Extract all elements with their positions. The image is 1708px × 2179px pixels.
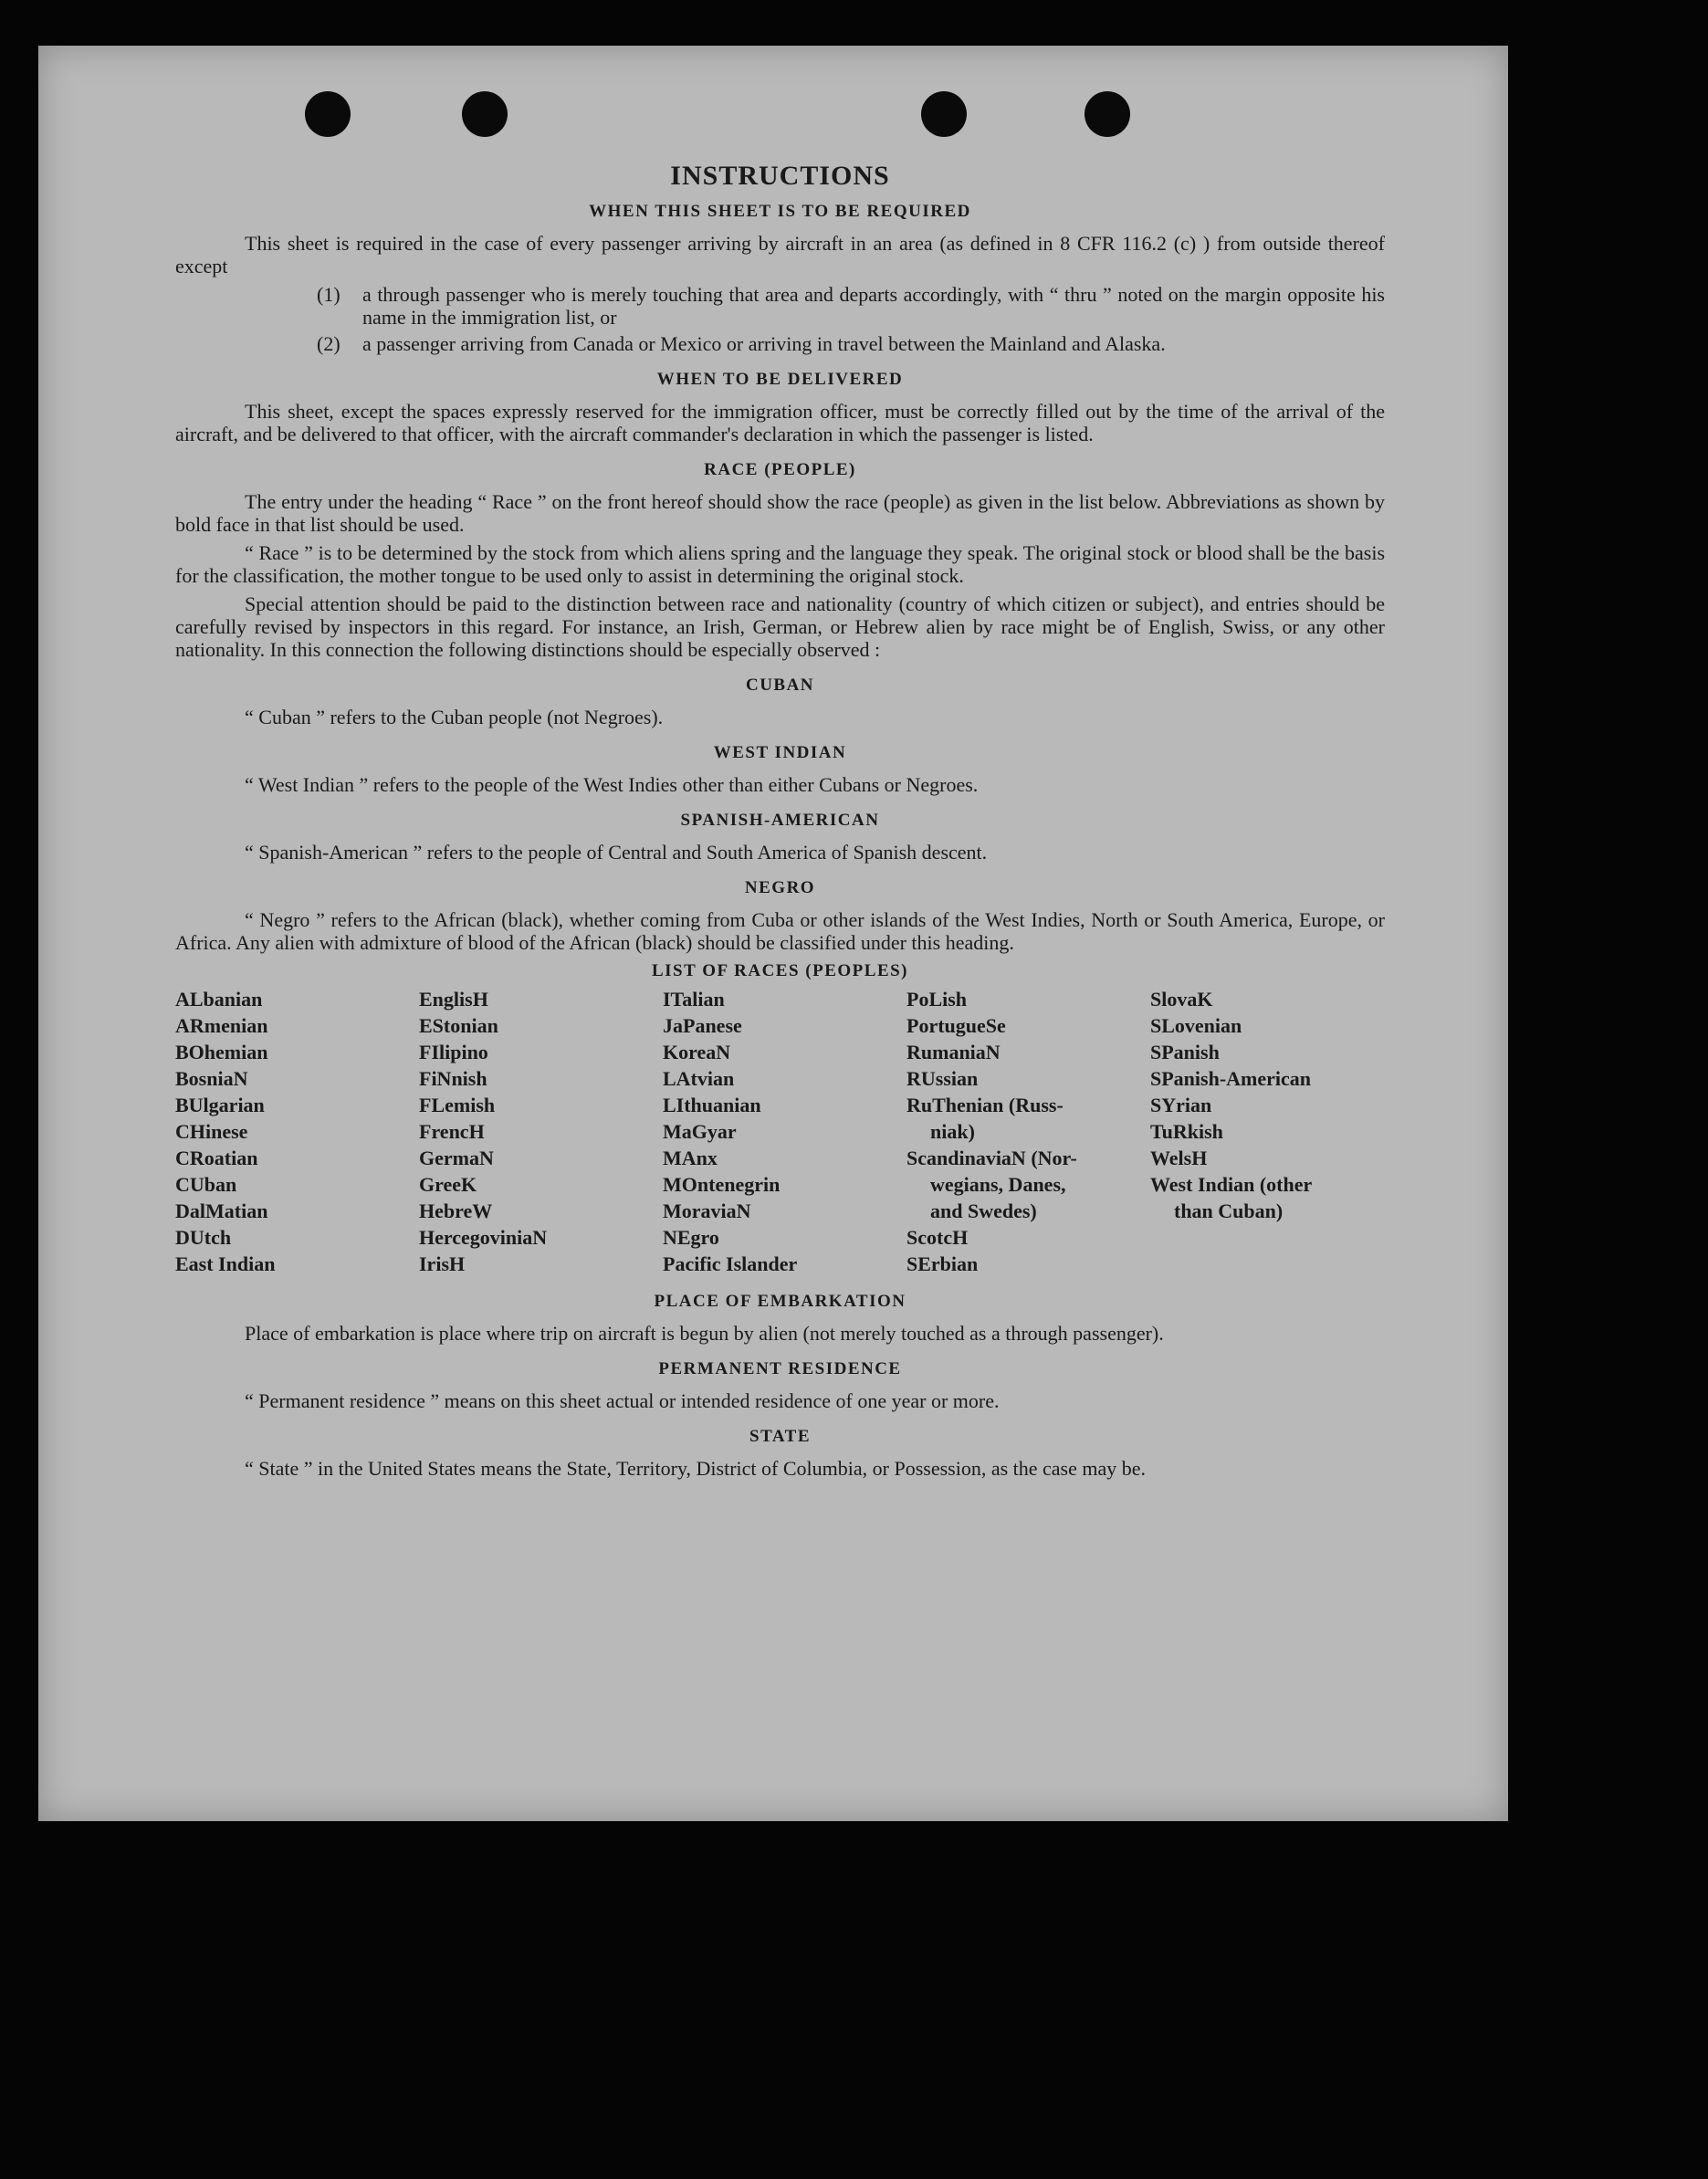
delivered-text: This sheet, except the spaces expressly reserved for the immigration officer, must be correctly filled out by the time of the arrival of the aircraft, and be delivered to that officer, with the aircraft commander's declaration in which the passenger is listed.	[175, 400, 1385, 445]
race-entry: FrencH	[419, 1120, 485, 1143]
race-paragraph: The entry under the heading “ Race ” on the front hereof should show the race (people) as given in the list below. Abbreviations as shown by bold face in that list should be used.	[175, 490, 1385, 536]
race-entry: MoraviaN	[663, 1199, 751, 1222]
definition-heading: SPANISH-AMERICAN	[680, 811, 880, 830]
race-entry: wegians, Danes,	[930, 1173, 1066, 1196]
race-entry: LIthuanian	[663, 1094, 761, 1116]
race-entry: MAnx	[663, 1147, 718, 1169]
race-entry: SPanish-American	[1150, 1067, 1311, 1090]
race-entry: DUtch	[175, 1226, 232, 1249]
race-entry: EnglisH	[419, 988, 488, 1011]
definition-heading: CUBAN	[745, 676, 815, 695]
races-column	[1150, 986, 1385, 1277]
closing-sections	[175, 1290, 1385, 1480]
races-list-heading: LIST OF RACES (PEOPLES)	[651, 961, 909, 980]
race-paragraph: “ Race ” is to be determined by the stock from which aliens spring and the language they speak. The original stock or blood shall be the basis for the classification, the mother tongue to be used only to assist in determining the original stock.	[175, 541, 1385, 587]
race-entry: PoLish	[906, 988, 968, 1011]
race-entry: SYrian	[1150, 1094, 1212, 1116]
closing-text: “ State ” in the United States means the State, Territory, District of Columbia, or Possession, as the case may be.	[245, 1457, 1147, 1480]
race-entry: RuThenian (Russ-	[906, 1094, 1064, 1116]
race-entry: SLovenian	[1150, 1014, 1242, 1037]
race-entry: ITalian	[663, 988, 725, 1011]
definition-text: “ Negro ” refers to the African (black), whether coming from Cuba or other islands of the West Indies, North or South America, Europe, or Africa. Any alien with admixture of blood of the African (black) should be classified under this heading.	[175, 908, 1385, 954]
race-entry: TuRkish	[1150, 1120, 1223, 1143]
race-entry: Pacific Islander	[663, 1252, 798, 1275]
closing-text: Place of embarkation is place where trip on aircraft is begun by alien (not merely touched as a through passenger).	[245, 1322, 1164, 1345]
race-entry: SlovaK	[1150, 988, 1213, 1011]
race-entry: LAtvian	[663, 1067, 735, 1090]
punch-hole	[921, 91, 967, 137]
race-entry: IrisH	[419, 1252, 466, 1275]
race-entry: FIlipino	[419, 1041, 488, 1063]
race-entry: HebreW	[419, 1199, 493, 1222]
section-heading-race: RACE (PEOPLE)	[704, 460, 856, 479]
race-entry: FiNnish	[419, 1067, 487, 1090]
race-entry: GreeK	[419, 1173, 477, 1196]
race-entry: BosniaN	[175, 1067, 248, 1090]
closing-heading: PERMANENT RESIDENCE	[658, 1359, 902, 1378]
exception-item: (2) a passenger arriving from Canada or Mexico or arriving in travel between the Mainland and Alaska.	[317, 332, 1166, 355]
race-entry: JaPanese	[663, 1014, 742, 1037]
definition-text: “ Spanish-American ” refers to the people of Central and South America of Spanish descent.	[245, 841, 988, 864]
races-list	[175, 986, 1385, 1277]
race-entry: and Swedes)	[930, 1199, 1037, 1222]
punch-hole	[1085, 91, 1130, 137]
race-entry: RumaniaN	[906, 1041, 1001, 1063]
closing-heading: STATE	[749, 1427, 811, 1446]
race-entry: CHinese	[175, 1120, 248, 1143]
races-column	[419, 986, 663, 1277]
race-entry: MaGyar	[663, 1120, 737, 1143]
race-entry: ScandinaviaN (Nor-	[906, 1147, 1077, 1169]
races-column	[906, 986, 1150, 1277]
race-entry: WelsH	[1150, 1147, 1208, 1169]
punch-hole	[462, 91, 508, 137]
race-entry: MOntenegrin	[663, 1173, 781, 1196]
race-paragraph: Special attention should be paid to the distinction between race and nationality (country of which citizen or subject), and entries should be carefully revised by inspectors in this regard. For instance, an Irish, German, or Hebrew alien by race might be of English, Swiss, or any other nationality. In this connection the following distinctions should be especially observed :	[175, 592, 1385, 661]
race-entry: BUlgarian	[175, 1094, 265, 1116]
section-heading-delivered: WHEN TO BE DELIVERED	[656, 370, 904, 389]
required-text: This sheet is required in the case of every passenger arriving by aircraft in an area (as defined in 8 CFR 116.2 (c) ) from outside thereof except	[175, 232, 1385, 278]
race-entry: niak)	[930, 1120, 975, 1143]
race-entry: RUssian	[906, 1067, 979, 1090]
race-entry: EStonian	[419, 1014, 498, 1037]
race-entry: PortugueSe	[906, 1014, 1006, 1037]
race-entry: CUban	[175, 1173, 237, 1196]
document-sheet	[38, 46, 1508, 1821]
race-entry: SPanish	[1150, 1041, 1220, 1063]
race-entry: East Indian	[175, 1252, 276, 1275]
definition-heading: NEGRO	[744, 878, 816, 897]
definition-text: “ Cuban ” refers to the Cuban people (not Negroes).	[245, 706, 664, 728]
race-entry: HercegoviniaN	[419, 1226, 548, 1249]
punch-hole	[305, 91, 351, 137]
race-entry: ARmenian	[175, 1014, 268, 1037]
definition-text: “ West Indian ” refers to the people of the West Indies other than either Cubans or Negroes.	[245, 773, 979, 796]
definition-heading: WEST INDIAN	[713, 743, 847, 762]
page-title: INSTRUCTIONS	[670, 161, 890, 191]
races-column	[663, 986, 906, 1277]
races-column	[175, 986, 419, 1277]
race-entry: ScotcH	[906, 1226, 969, 1249]
race-entry: than Cuban)	[1174, 1199, 1284, 1222]
section-heading-required: WHEN THIS SHEET IS TO BE REQUIRED	[589, 202, 971, 221]
race-entry: CRoatian	[175, 1147, 258, 1169]
race-entry: BOhemian	[175, 1041, 268, 1063]
race-entry: West Indian (other	[1150, 1173, 1313, 1196]
race-entry: NEgro	[663, 1226, 719, 1249]
race-entry: KoreaN	[663, 1041, 731, 1063]
race-entry: DalMatian	[175, 1199, 268, 1222]
race-entry: ALbanian	[175, 988, 263, 1011]
race-entry: FLemish	[419, 1094, 496, 1116]
closing-heading: PLACE OF EMBARKATION	[654, 1292, 906, 1311]
race-entry: SErbian	[906, 1252, 979, 1275]
instructions-content	[175, 161, 1385, 1485]
race-entry: GermaN	[419, 1147, 494, 1169]
exception-item: (1) a through passenger who is merely touching that area and departs accordingly, with “ thru ” noted on the margin opposite his name in the immigration list, or	[317, 283, 1385, 329]
closing-text: “ Permanent residence ” means on this sheet actual or intended residence of one year or more.	[245, 1389, 1000, 1412]
